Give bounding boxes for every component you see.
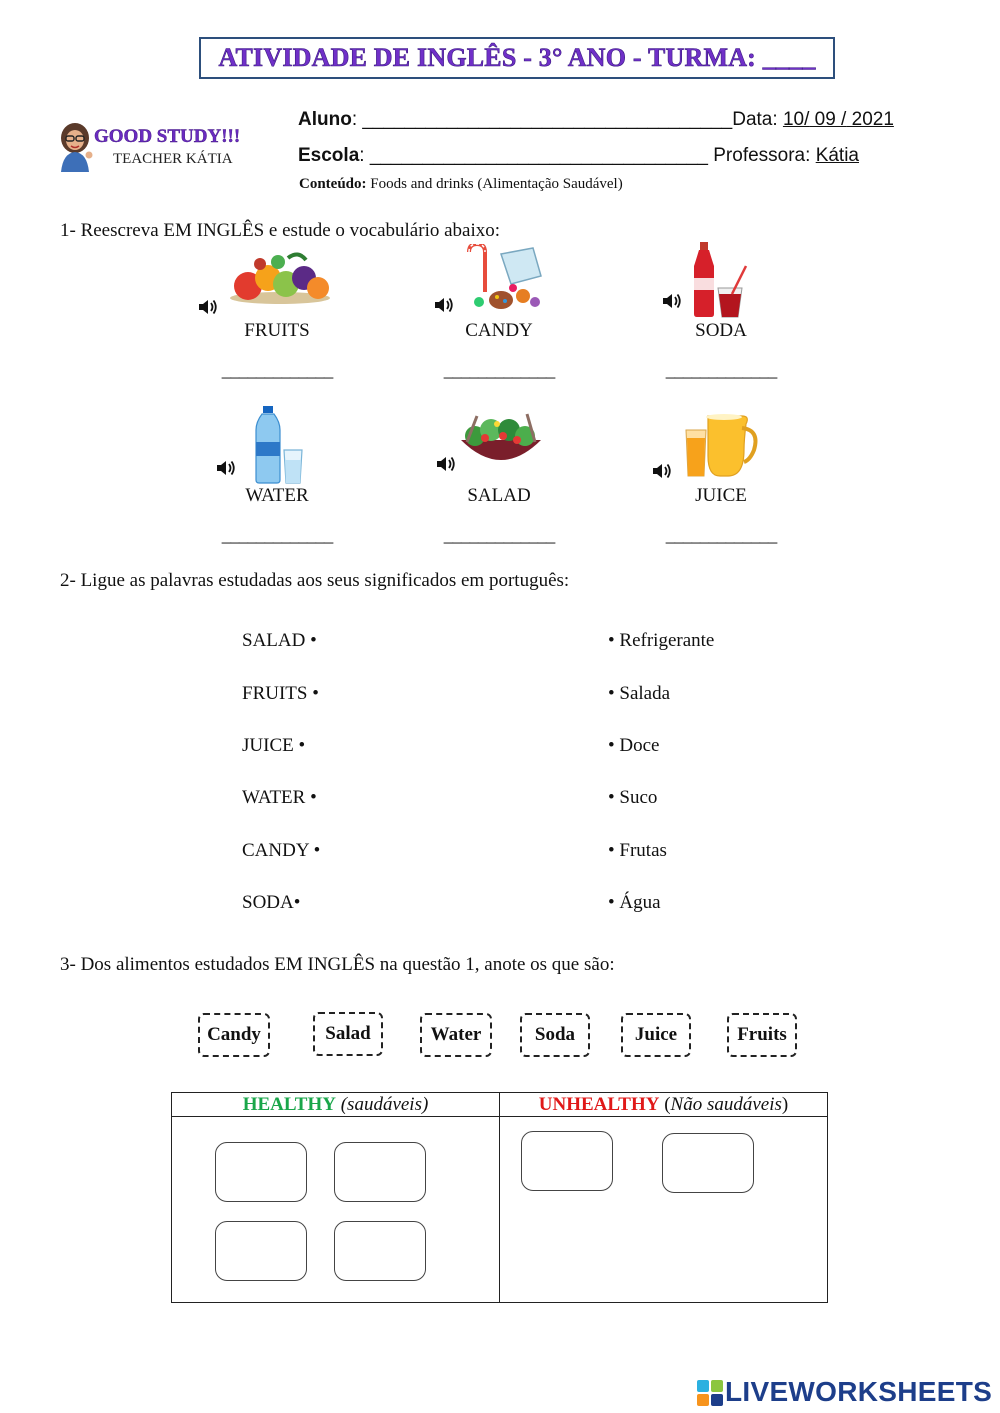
salad-icon [455,412,547,472]
candy-icon [455,244,547,314]
escola-row [298,145,859,167]
vocab-soda [646,320,796,342]
speaker-icon[interactable] [436,455,456,478]
healthy-note: (saudáveis) [335,1094,429,1115]
match-right-item[interactable]: • Refrigerante [608,630,715,651]
liveworksheets-icon [697,1380,723,1406]
vocab-blank[interactable]: _____________ [221,525,333,546]
healthy-label: HEALTHY [242,1094,336,1115]
speaker-icon[interactable] [434,296,454,319]
aluno-label: Aluno [298,109,352,130]
teacher-avatar-icon [58,122,94,172]
match-left-item[interactable]: CANDY • [242,840,321,861]
healthy-drop-zone[interactable] [215,1221,307,1281]
healthy-drop-zone[interactable] [215,1142,307,1202]
logo-subtitle: TEACHER KÁTIA [113,151,233,167]
unhealthy-header: UNHEALTHY (Não saudáveis) [538,1094,789,1115]
drag-chip-salad[interactable]: Salad [313,1012,383,1056]
match-right-item[interactable]: • Água [608,892,661,913]
match-left-item[interactable]: JUICE • [242,735,306,756]
match-right-item[interactable]: • Doce [608,735,660,756]
fruits-icon [226,250,334,306]
match-left-item[interactable]: SALAD • [242,630,317,651]
match-left-item[interactable]: SODA• [242,892,301,913]
drag-chip-candy[interactable]: Candy [198,1013,270,1057]
drag-chip-juice[interactable]: Juice [621,1013,691,1057]
match-left-item[interactable]: WATER • [242,787,317,808]
healthy-header [172,1094,499,1116]
juice-icon [684,410,762,478]
vocab-juice [646,485,796,507]
date-day: 10/ [782,109,810,130]
unhealthy-label: UNHEALTHY [538,1094,660,1115]
data-label: Data: [732,109,783,130]
drag-chip-fruits[interactable]: Fruits [727,1013,797,1057]
logo-title: GOOD STUDY!!! [94,126,241,147]
vocab-candy [424,320,574,342]
aluno-row [298,109,894,131]
unhealthy-note: Não saudáveis [670,1094,782,1115]
vocab-word: SALAD [467,485,531,506]
teacher-logo [56,122,256,176]
professora-value: Kátia [815,145,859,166]
unhealthy-drop-zone[interactable] [662,1133,754,1193]
liveworksheets-logo [697,1376,997,1410]
drag-chip-water[interactable]: Water [420,1013,492,1057]
vocab-blank[interactable]: _____________ [443,525,555,546]
water-icon [254,406,304,484]
q3-prompt: 3- Dos alimentos estudados EM INGLÊS na questão 1, anote os que são: [60,954,615,975]
match-right-item[interactable]: • Frutas [608,840,667,861]
page-title: ATIVIDADE DE INGLÊS - 3° ANO - TURMA: ____ [218,43,816,72]
aluno-blank[interactable]: : ___________________________________ [351,109,733,130]
vocab-word: JUICE [695,485,747,506]
vocab-blank[interactable]: _____________ [221,360,333,381]
healthy-drop-zone[interactable] [334,1221,426,1281]
q2-prompt: 2- Ligue as palavras estudadas aos seus significados em português: [60,570,570,591]
match-right-item[interactable]: • Suco [608,787,658,808]
speaker-icon[interactable] [652,462,672,485]
conteudo-value: Foods and drinks (Alimentação Saudável) [366,176,623,192]
match-right-item[interactable]: • Salada [608,683,671,704]
liveworksheets-brand: LIVEWORKSHEETS [725,1376,993,1407]
vocab-blank[interactable]: _____________ [665,525,777,546]
vocab-blank[interactable]: _____________ [443,360,555,381]
professora-label: Professora: [707,145,816,166]
escola-blank[interactable]: : ________________________________ [359,145,708,166]
match-left-item[interactable]: FRUITS • [242,683,319,704]
vocab-fruits [202,320,352,342]
date-month: 09 / [809,109,847,130]
vocab-water [202,485,352,507]
drag-chip-soda[interactable]: Soda [520,1013,590,1057]
vocab-word: CANDY [465,320,533,341]
title-box [199,37,835,79]
soda-icon [686,242,754,318]
vocab-blank[interactable]: _____________ [665,360,777,381]
date-year: 2021 [846,109,894,130]
conteudo-row [299,176,623,193]
speaker-icon[interactable] [662,292,682,315]
unhealthy-drop-zone[interactable] [521,1131,613,1191]
speaker-icon[interactable] [216,459,236,482]
healthy-drop-zone[interactable] [334,1142,426,1202]
escola-label: Escola [298,145,360,166]
speaker-icon[interactable] [198,298,218,321]
vocab-word: FRUITS [244,320,310,341]
vocab-salad [424,485,574,507]
conteudo-label: Conteúdo: [299,176,367,192]
q1-prompt: 1- Reescreva EM INGLÊS e estude o vocabulário abaixo: [60,220,501,241]
vocab-word: SODA [695,320,747,341]
vocab-word: WATER [245,485,309,506]
